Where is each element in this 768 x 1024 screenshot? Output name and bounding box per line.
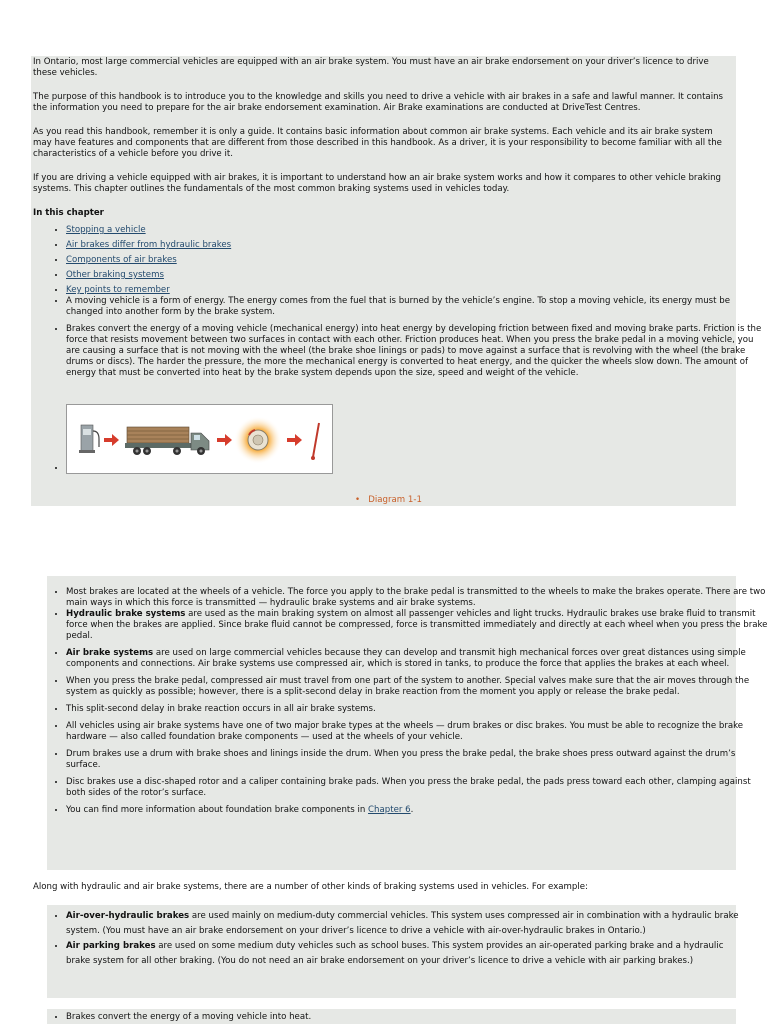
list-item: • Brakes convert the energy of a moving vehicle into heat. xyxy=(66,1012,768,1023)
list-item: • You can find more information about foundation brake components in Chapter 6. xyxy=(66,805,768,816)
list-item: • Brakes convert the energy of a moving vehicle (mechanical energy) into heat energy by developing friction between fixed and moving brake parts. Friction is the force that resists movement between two surfaces in contact with each other. Friction produces heat. When you press the brake pedal in a moving vehicle, you are causing a surface that is not moving with the wheel (the brake shoe linings or pads) to move against a surface that is revolving with the wheel (the brake drums or discs). The harder the pressure, the more the mechanical energy is converted to heat energy, and the quicker the wheels slow down. The amount of energy that must be converted into heat by the brake system depends upon the size, speed and weight of the vehicle. xyxy=(66,324,768,379)
list-item: • All vehicles using air brake systems have one of two major brake types at the wheels — drum brakes or disc brakes. You must be able to recognize the brake hardware — also called foundation brake components — used at the wheels of your vehicle. xyxy=(66,721,768,743)
link-key-points[interactable]: Key points to remember xyxy=(66,285,170,295)
intro-paragraph-4: If you are driving a vehicle equipped with air brakes, it is important to understand how an air brake system works and how it compares to other vehicle braking systems. This chapter outlines the fundamentals of the most common braking systems used in vehicles today. xyxy=(33,173,721,194)
arrow-icon xyxy=(104,434,119,446)
link-stopping-a-vehicle[interactable]: Stopping a vehicle xyxy=(66,225,146,235)
chapter-point-list xyxy=(32,296,768,379)
other-systems-list xyxy=(32,909,746,969)
list-item: • Drum brakes use a drum with brake shoes and linings inside the drum. When you press the brake pedal, the brake shoes press outward against the drum’s surface. xyxy=(66,749,768,771)
list-item: • Air parking brakes are used on some medium duty vehicles such as school buses. This system provides an air-operated parking brake and a hydraulic brake system for all other braking. (You do not need an air brake endorsement on your driver’s licence to drive a vehicle with air parking brakes.) xyxy=(66,939,746,969)
diagram-caption: • Diagram 1-1 xyxy=(355,495,422,505)
list-item: • When you press the brake pedal, compressed air must travel from one part of the system to another. Special valves make sure that the air moves through the system as quickly as possible; however, there is a split-second delay in brake reaction from the moment you apply or release the brake pedal. xyxy=(66,676,768,698)
list-item: • Most brakes are located at the wheels of a vehicle. The force you apply to the brake pedal is transmitted to the wheels to make the brakes operate. There are two main ways in which this force is transmitted — hydraulic brake systems and air brake systems. xyxy=(66,587,768,609)
fuel-pump-icon xyxy=(79,425,99,453)
intro-paragraph-3: As you read this handbook, remember it is only a guide. It contains basic information about common air brake systems. Each vehicle and its air brake system may have features and components that are different from those described in this handbook. As a driver, it is your responsibility to become familiar with all the characteristics of a vehicle before you drive it. xyxy=(33,127,722,159)
list-item xyxy=(66,238,768,253)
intro-paragraph-2: The purpose of this handbook is to introduce you to the knowledge and skills you need to drive a vehicle with air brakes in a safe and lawful manner. It contains the information you need to prepare for the air brake endorsement examination. Air Brake examinations are conducted at DriveTest Centres. xyxy=(33,92,724,113)
other-systems-intro: Along with hydraulic and air brake systems, there are a number of other kinds of braking systems used in vehicles. For example: xyxy=(33,882,588,892)
key-points-list xyxy=(32,1012,768,1023)
list-item: • A moving vehicle is a form of energy. The energy comes from the fuel that is burned by the vehicle’s engine. To stop a moving vehicle, its energy must be changed into another form by the brake system. xyxy=(66,296,768,318)
link-air-vs-hydraulic[interactable]: Air brakes differ from hydraulic brakes xyxy=(66,240,232,250)
link-other-braking[interactable]: Other braking systems xyxy=(66,270,164,280)
brakes-section-list xyxy=(32,587,768,816)
intro-paragraph-1: In Ontario, most large commercial vehicles are equipped with an air brake system. You must have an air brake endorsement on your driver’s licence to drive these vehicles. xyxy=(33,57,709,78)
heat-thermometer-icon xyxy=(311,423,319,460)
arrow-icon xyxy=(217,434,232,446)
link-components[interactable]: Components of air brakes xyxy=(66,255,177,265)
brake-disc-heat-icon xyxy=(234,416,282,464)
list-item: • This split-second delay in brake reaction occurs in all air brake systems. xyxy=(66,704,768,715)
arrow-icon xyxy=(287,434,302,446)
list-item xyxy=(66,223,768,238)
truck-icon xyxy=(125,427,209,455)
diagram-bullet xyxy=(32,463,768,474)
list-item: • Hydraulic brake systems are used as the main braking system on almost all passenger vehicles and light trucks. Hydraulic brakes use brake fluid to transmit force when the brakes are applied. Since brake fluid cannot be compressed, force is transmitted immediately and directly at each wheel when you press the brake pedal. xyxy=(66,609,768,642)
list-item: • Air brake systems are used on large commercial vehicles because they can develop and transmit high mechanical forces over great distances using simple components and connections. Air brake systems use compressed air, which is stored in tanks, to produce the force that applies the brakes at each wheel. xyxy=(66,648,768,670)
list-item xyxy=(66,268,768,283)
list-item xyxy=(66,463,768,474)
list-item xyxy=(66,253,768,268)
list-item: • Disc brakes use a disc-shaped rotor and a caliper containing brake pads. When you press the brake pedal, the pads press toward each other, clamping against both sides of the rotor’s surface. xyxy=(66,777,768,799)
list-item: • Air-over-hydraulic brakes are used mainly on medium-duty commercial vehicles. This system uses compressed air in combination with a hydraulic brake system. (You must have an air brake endorsement on your driver’s licence to drive a vehicle with air-over-hydraulic brakes in Ontario.) xyxy=(66,909,746,939)
link-chapter-6[interactable]: Chapter 6 xyxy=(368,805,411,815)
chapter-heading: In this chapter xyxy=(33,208,104,218)
chapter-link-list xyxy=(32,223,768,298)
diagram-caption-text: Diagram 1-1 xyxy=(368,495,422,505)
